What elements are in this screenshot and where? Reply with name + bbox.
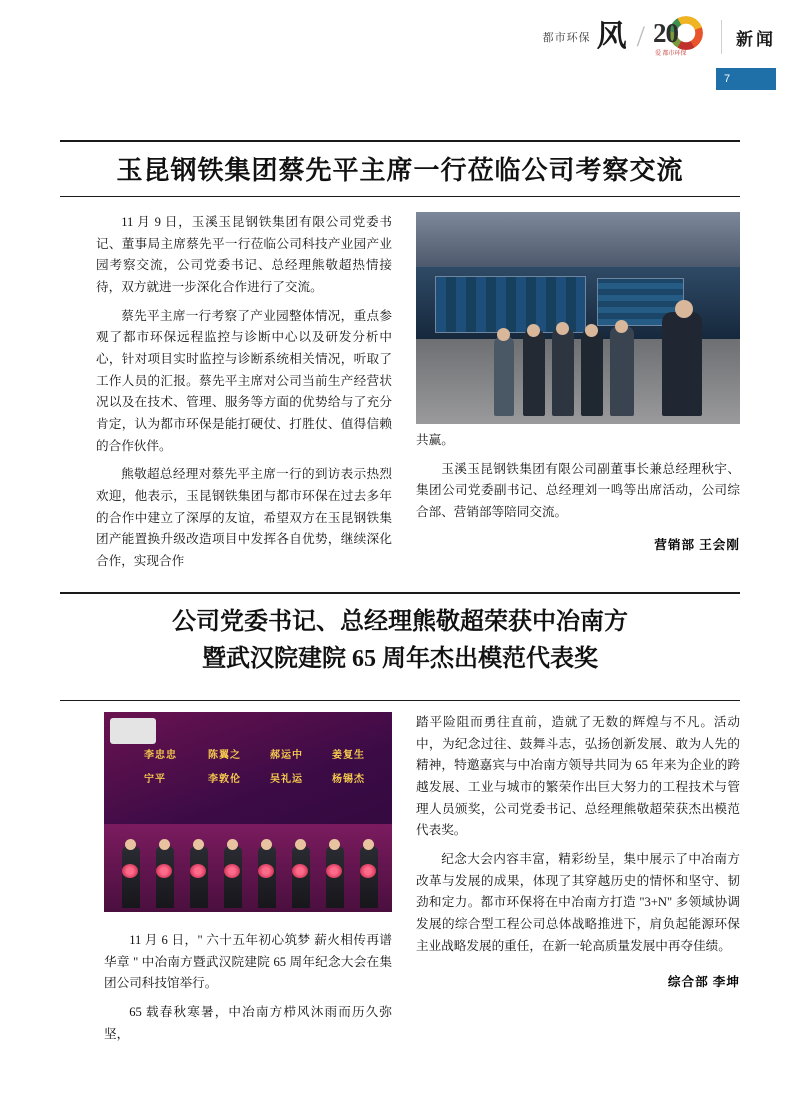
photo-person-head	[125, 839, 136, 850]
photo-bouquet	[258, 864, 274, 878]
article2-left-column	[104, 930, 392, 1052]
anniversary-logo	[653, 16, 711, 58]
section-title: 新闻	[736, 29, 776, 49]
photo-name: 李忠忠	[144, 750, 177, 761]
article1-title-rule	[60, 196, 740, 197]
photo-name: 陈翼之	[208, 750, 241, 761]
photo-name: 李敦伦	[208, 774, 241, 785]
photo-person-head	[227, 839, 238, 850]
photo-name: 杨锡杰	[332, 774, 365, 785]
photo-bouquet	[156, 864, 172, 878]
photo-bouquet	[190, 864, 206, 878]
photo-person-head	[329, 839, 340, 850]
vertical-divider	[721, 20, 722, 54]
article1-paragraph: 11 月 9 日，玉溪玉昆钢铁集团有限公司党委书记、董事局主席蔡先平一行莅临公司科技产业园产业园考察交流，公司党委书记、总经理熊敬超热情接待，双方就进一步深化合作进行了交流。	[96, 215, 392, 294]
brand-chinese-name: 都市环保	[542, 32, 591, 44]
article2-byline: 综合部 李坤	[667, 975, 740, 990]
photo-person-head	[527, 324, 540, 337]
article1-top-rule	[60, 140, 740, 142]
photo-bouquet	[360, 864, 376, 878]
article2-paragraph: 踏平险阻而勇往直前，造就了无数的辉煌与不凡。活动中，为纪念过往、鼓舞斗志，弘扬创新发展、敢为人先的精神，特邀嘉宾与中冶南方领导共同为 65 年来为企业的跨越发展、工业与城市的繁荣作出巨大努力的工程技术与管理人员颁奖，公司党委书记、总经理熊敬超荣获杰出模范代表奖。	[416, 715, 740, 838]
article2-title	[60, 604, 740, 678]
photo-person	[494, 336, 514, 416]
photo-bouquet	[122, 864, 138, 878]
photo-name: 郝运中	[270, 750, 303, 761]
slash-divider-icon: /	[636, 20, 645, 53]
page-number-badge: 7	[716, 68, 776, 90]
article1-byline: 营销部 王会刚	[654, 537, 740, 552]
page-header	[0, 0, 800, 96]
photo-bouquet	[224, 864, 240, 878]
brand-mark-logo: 风	[596, 20, 627, 53]
anniversary-number: 20	[653, 18, 678, 48]
articles-divider-rule	[60, 592, 740, 594]
article1-left-column	[96, 212, 392, 580]
article1-paragraph: 熊敬超总经理对蔡先平主席一行的到访表示热烈欢迎，他表示，玉昆钢铁集团与都市环保在过去多年的合作中建立了深厚的友谊，希望双方在玉昆钢铁集团产能置换升级改造项目中发挥各自优势，继续深化合作，实现合作	[96, 467, 392, 568]
anniversary-subtitle: 爱 都市环保	[655, 51, 687, 57]
article2-title-line2: 暨武汉院建院 65 周年杰出模范代表奖	[202, 646, 598, 673]
article1-paragraph: 共赢。	[416, 433, 454, 447]
photo-stage	[104, 824, 392, 912]
article2-paragraph: 11 月 6 日，" 六十五年初心筑梦 薪火相传再谱华章 " 中冶南方暨武汉院建院 65 周年纪念大会在集团公司科技馆举行。	[104, 933, 392, 991]
photo-person-foreground	[662, 312, 702, 416]
article2-right-column	[416, 712, 740, 990]
article2-paragraph: 65 载春秋寒暑，中冶南方栉风沐雨而历久弥坚，	[104, 1004, 392, 1041]
photo-person-head	[193, 839, 204, 850]
photo-name: 吴礼运	[270, 774, 303, 785]
article2-title-line1: 公司党委书记、总经理熊敬超荣获中冶南方	[172, 609, 628, 635]
article2-photo	[104, 712, 392, 912]
photo-event-logo	[110, 718, 156, 744]
photo-bouquet	[326, 864, 342, 878]
photo-person-head	[363, 839, 374, 850]
photo-person	[610, 326, 634, 416]
photo-person	[552, 328, 574, 416]
article2-paragraph: 纪念大会内容丰富，精彩纷呈，集中展示了中冶南方改革与发展的成果，体现了其穿越历史的情怀和坚守、韧劲和定力。都市环保将在中冶南方打造 "3+N" 多领域协调发展的综合型工程公司总体战略推进下，肩负起能源环保主业战略发展的重任，在新一轮高质量发展中再夺佳绩。	[416, 851, 740, 953]
header-branding	[543, 14, 776, 60]
photo-person	[523, 330, 545, 416]
article2-title-rule	[60, 700, 740, 701]
photo-ceiling	[416, 212, 740, 267]
photo-name: 姜复生	[332, 750, 365, 761]
photo-name: 宁平	[144, 774, 166, 785]
article1-photo	[416, 212, 740, 424]
photo-person-head	[295, 839, 306, 850]
photo-person-head	[159, 839, 170, 850]
article1-paragraph: 玉溪玉昆钢铁集团有限公司副董事长兼总经理秋宇、集团公司党委副书记、总经理刘一鸣等出席活动，公司综合部、营销部等陪同交流。	[416, 461, 740, 519]
article1-right-column	[416, 430, 740, 553]
photo-person-head	[261, 839, 272, 850]
photo-bouquet	[292, 864, 308, 878]
article1-paragraph: 蔡先平主席一行考察了产业园整体情况，重点参观了都市环保远程监控与诊断中心以及研发分析中心，针对项目实时监控与诊断系统相关情况，听取了工作人员的汇报。蔡先平主席对公司当前生产经营状况以及在技术、管理、服务等方面的优势给与了充分肯定，认为都市环保是能打硬仗、打胜仗、值得信赖的合作伙伴。	[96, 308, 392, 453]
photo-person	[581, 330, 603, 416]
article1-title: 玉昆钢铁集团蔡先平主席一行莅临公司考察交流	[116, 156, 684, 185]
